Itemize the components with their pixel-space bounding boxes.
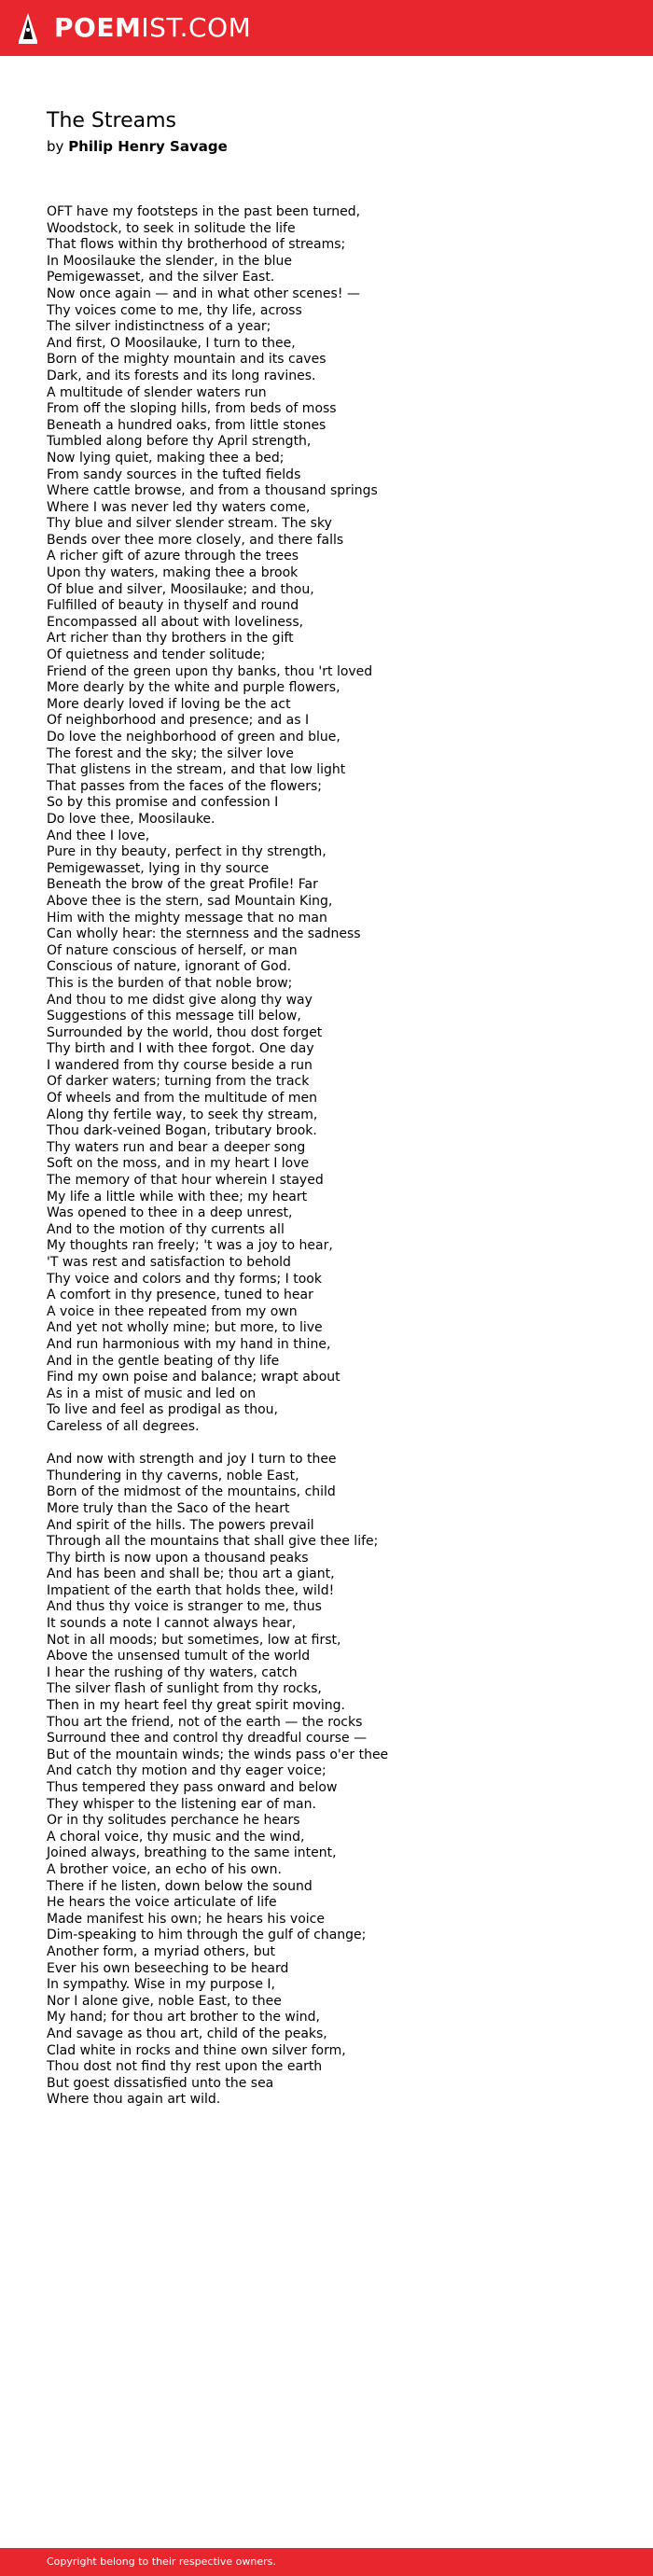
poem-line: And now with strength and joy I turn to thee bbox=[47, 1452, 337, 1468]
poem-line: Woodstock, to seek in solitude the life bbox=[47, 220, 296, 236]
poem-line: Thundering in thy caverns, noble East, bbox=[47, 1468, 299, 1483]
poem-line: To live and feel as prodigal as thou, bbox=[47, 1402, 278, 1418]
poem-line: From off the sloping hills, from beds of moss bbox=[47, 401, 337, 417]
poem-line: Of darker waters; turning from the track bbox=[47, 1074, 310, 1090]
poem-line: OFT have my footsteps in the past been turned, bbox=[47, 204, 361, 219]
poem-line: More dearly by the white and purple flowers, bbox=[47, 680, 340, 696]
poem-line: And run harmonious with my hand in thine, bbox=[47, 1336, 331, 1352]
poem-line: That flows within thy brotherhood of streams; bbox=[47, 237, 346, 253]
poem-line: Beneath a hundred oaks, from little stones bbox=[47, 417, 326, 433]
poem-line: Bends over thee more closely, and there falls bbox=[47, 532, 344, 548]
poem-line: Now once again — and in what other scenes! — bbox=[47, 285, 360, 301]
poem-line: Above the unsensed tumult of the world bbox=[47, 1649, 311, 1664]
poem-line: Friend of the green upon thy banks, thou 'rt loved bbox=[47, 663, 373, 679]
poem-line: Do love thee, Moosilauke. bbox=[47, 811, 215, 827]
poem-line: Another form, a myriad others, but bbox=[47, 1943, 275, 1959]
poem-body bbox=[47, 204, 388, 2109]
poem-line: Upon thy waters, making thee a brook bbox=[47, 565, 299, 581]
poem-line: Find my own poise and balance; wrapt about bbox=[47, 1370, 340, 1385]
poem-line: Surround thee and control thy dreadful course — bbox=[47, 1731, 368, 1747]
logo-bold-text: POEM bbox=[54, 12, 142, 43]
poem-line: Where I was never led thy waters come, bbox=[47, 499, 311, 515]
poem-line: Pure in thy beauty, perfect in thy strength, bbox=[47, 844, 326, 860]
poem-line: Conscious of nature, ignorant of God. bbox=[47, 959, 292, 975]
poem-line: Then in my heart feel thy great spirit moving. bbox=[47, 1698, 346, 1714]
poem-line: Can wholly hear: the sternness and the sadness bbox=[47, 926, 361, 942]
poem-line: My life a little while with thee; my heart bbox=[47, 1189, 308, 1204]
poem-line: Thy birth is now upon a thousand peaks bbox=[47, 1550, 309, 1566]
poem-line: A choral voice, thy music and the wind, bbox=[47, 1829, 305, 1845]
poem-line: That passes from the faces of the flowers; bbox=[47, 778, 322, 794]
poem-line: As in a mist of music and led on bbox=[47, 1385, 257, 1401]
poem-line: Him with the mighty message that no man bbox=[47, 910, 327, 926]
poem-line: My thoughts ran freely; 't was a joy to hear, bbox=[47, 1238, 333, 1254]
poem-line: My hand; for thou art brother to the wind, bbox=[47, 2010, 320, 2026]
poem-line: That glistens in the stream, and that low light bbox=[47, 762, 346, 778]
poem-line: Beneath the brow of the great Profile! Far bbox=[47, 877, 318, 893]
poem-line: Art richer than thy brothers in the gift bbox=[47, 631, 294, 647]
poem-line: Thy voice and colors and thy forms; I took bbox=[47, 1271, 322, 1287]
poem-line: And thus thy voice is stranger to me, thus bbox=[47, 1599, 322, 1615]
poem-line: Tumbled along before thy April strength, bbox=[47, 434, 312, 450]
poem-line: Thy birth and I with thee forgot. One day bbox=[47, 1041, 314, 1057]
copyright-notice: Copyright belong to their respective owners. bbox=[47, 2555, 276, 2568]
poem-line: Suggestions of this message till below, bbox=[47, 1009, 301, 1024]
poem-line: Surrounded by the world, thou dost forget bbox=[47, 1024, 323, 1040]
poem-line: In sympathy. Wise in my purpose I, bbox=[47, 1977, 275, 1993]
poem-line: Thou dost not find thy rest upon the earth bbox=[47, 2059, 323, 2075]
byline-prefix: by bbox=[47, 138, 64, 155]
poem-stanza bbox=[47, 1452, 388, 2109]
poem-line: Thy voices come to me, thy life, across bbox=[47, 302, 302, 318]
poem-line: Pemigewasset, and the silver East. bbox=[47, 270, 275, 285]
poem-line: So by this promise and confession I bbox=[47, 795, 279, 811]
poem-line: Made manifest his own; he hears his voice bbox=[47, 1911, 325, 1927]
poem-byline bbox=[47, 137, 228, 156]
poem-line: The silver flash of sunlight from thy rocks, bbox=[47, 1681, 322, 1697]
quill-pen-icon[interactable] bbox=[15, 11, 41, 45]
poem-line: Of nature conscious of herself, or man bbox=[47, 942, 298, 958]
poem-line: It sounds a note I cannot always hear, bbox=[47, 1616, 297, 1632]
poem-line: But of the mountain winds; the winds pass o'er thee bbox=[47, 1747, 389, 1762]
poem-line: Of blue and silver, Moosilauke; and thou, bbox=[47, 581, 314, 597]
poem-line: And catch thy motion and thy eager voice; bbox=[47, 1763, 326, 1779]
poem-line: Above thee is the stern, sad Mountain King, bbox=[47, 893, 333, 909]
poem-line: Where thou again art wild. bbox=[47, 2092, 221, 2108]
poem-line: Nor I alone give, noble East, to thee bbox=[47, 1993, 282, 2009]
poem-line: Joined always, breathing to the same intent, bbox=[47, 1845, 337, 1861]
poem-line: And yet not wholly mine; but more, to live bbox=[47, 1320, 323, 1336]
poem-line: In Moosilauke the slender, in the blue bbox=[47, 253, 293, 269]
poem-line: The silver indistinctness of a year; bbox=[47, 319, 271, 335]
poem-line: This is the burden of that noble brow; bbox=[47, 975, 293, 991]
poem-line: And thee I love, bbox=[47, 828, 150, 843]
poem-line: And to the motion of thy currents all bbox=[47, 1221, 285, 1237]
poem-line: The forest and the sky; the silver love bbox=[47, 745, 294, 761]
poem-line: Now lying quiet, making thee a bed; bbox=[47, 450, 285, 466]
poem-line: A richer gift of azure through the trees bbox=[47, 549, 299, 564]
poem-line: Encompassed all about with loveliness, bbox=[47, 614, 304, 630]
poem-line: And has been and shall be; thou art a giant, bbox=[47, 1566, 335, 1582]
poem-author[interactable]: Philip Henry Savage bbox=[68, 138, 228, 155]
site-logo[interactable] bbox=[54, 11, 251, 45]
poem-line: A brother voice, an echo of his own. bbox=[47, 1861, 282, 1877]
poem-line: Soft on the moss, and in my heart I love bbox=[47, 1156, 310, 1172]
poem-line: Of neighborhood and presence; and as I bbox=[47, 713, 310, 729]
poem-line: Of quietness and tender solitude; bbox=[47, 647, 266, 663]
poem-line: Thou dark-veined Bogan, tributary brook. bbox=[47, 1123, 317, 1139]
poem-line: Careless of all degrees. bbox=[47, 1418, 200, 1434]
poem-line: Or in thy solitudes perchance he hears bbox=[47, 1813, 300, 1829]
poem-line: Ever his own beseeching to be heard bbox=[47, 1960, 289, 1976]
poem-line: More dearly loved if loving be the act bbox=[47, 696, 291, 712]
site-footer bbox=[0, 2548, 653, 2576]
poem-line: A voice in thee repeated from my own bbox=[47, 1303, 298, 1319]
poem-line: Thy waters run and bear a deeper song bbox=[47, 1139, 306, 1155]
poem-line: There if he listen, down below the sound bbox=[47, 1878, 313, 1894]
poem-line: Along thy fertile way, to seek thy stream, bbox=[47, 1107, 318, 1122]
poem-line: Dark, and its forests and its long ravines. bbox=[47, 368, 316, 383]
poem-line: Not in all moods; but sometimes, low at first, bbox=[47, 1632, 341, 1648]
poem-line: And thou to me didst give along thy way bbox=[47, 992, 313, 1008]
poem-line: And savage as thou art, child of the peaks, bbox=[47, 2026, 327, 2041]
poem-line: Clad white in rocks and thine own silver form, bbox=[47, 2042, 346, 2058]
poem-line: Was opened to thee in a deep unrest, bbox=[47, 1205, 293, 1221]
poem-line: A comfort in thy presence, tuned to hear bbox=[47, 1288, 313, 1303]
site-header bbox=[0, 0, 653, 56]
poem-line: 'T was rest and satisfaction to behold bbox=[47, 1255, 291, 1270]
poem-line: Through all the mountains that shall give thee life; bbox=[47, 1534, 379, 1550]
poem-stanza bbox=[47, 204, 388, 1436]
poem-line: He hears the voice articulate of life bbox=[47, 1895, 277, 1911]
poem-line: Dim-speaking to him through the gulf of change; bbox=[47, 1928, 367, 1943]
poem-line: I hear the rushing of thy waters, catch bbox=[47, 1664, 298, 1680]
poem-line: Where cattle browse, and from a thousand springs bbox=[47, 483, 378, 499]
poem-line: And spirit of the hills. The powers prevail bbox=[47, 1517, 314, 1533]
poem-line: More truly than the Saco of the heart bbox=[47, 1500, 290, 1516]
poem-line: They whisper to the listening ear of man. bbox=[47, 1796, 316, 1812]
logo-light-text: IST.COM bbox=[141, 12, 252, 43]
poem-line: Thou art the friend, not of the earth — the rocks bbox=[47, 1714, 363, 1730]
poem-line: Thy blue and silver slender stream. The sky bbox=[47, 516, 332, 532]
poem-line: The memory of that hour wherein I stayed bbox=[47, 1173, 324, 1189]
poem-line: And in the gentle beating of thy life bbox=[47, 1353, 280, 1369]
poem-line: Impatient of the earth that holds thee, wild! bbox=[47, 1582, 335, 1598]
poem-line: Pemigewasset, lying in thy source bbox=[47, 860, 270, 876]
poem-line: Born of the midmost of the mountains, child bbox=[47, 1484, 336, 1500]
poem-line: A multitude of slender waters run bbox=[47, 384, 267, 400]
poem-line: Do love the neighborhood of green and blue, bbox=[47, 730, 340, 745]
poem-line: But goest dissatisfied unto the sea bbox=[47, 2075, 274, 2091]
poem-line: Of wheels and from the multitude of men bbox=[47, 1091, 317, 1107]
poem-line: Born of the mighty mountain and its caves bbox=[47, 352, 326, 368]
poem-line: From sandy sources in the tufted fields bbox=[47, 466, 301, 482]
poem-line: I wandered from thy course beside a run bbox=[47, 1057, 313, 1073]
poem-line: Thus tempered they pass onward and below bbox=[47, 1780, 338, 1795]
poem-title: The Streams bbox=[47, 109, 176, 132]
poem-line: Fulfilled of beauty in thyself and round bbox=[47, 598, 299, 614]
poem-line: And first, O Moosilauke, I turn to thee, bbox=[47, 335, 296, 351]
